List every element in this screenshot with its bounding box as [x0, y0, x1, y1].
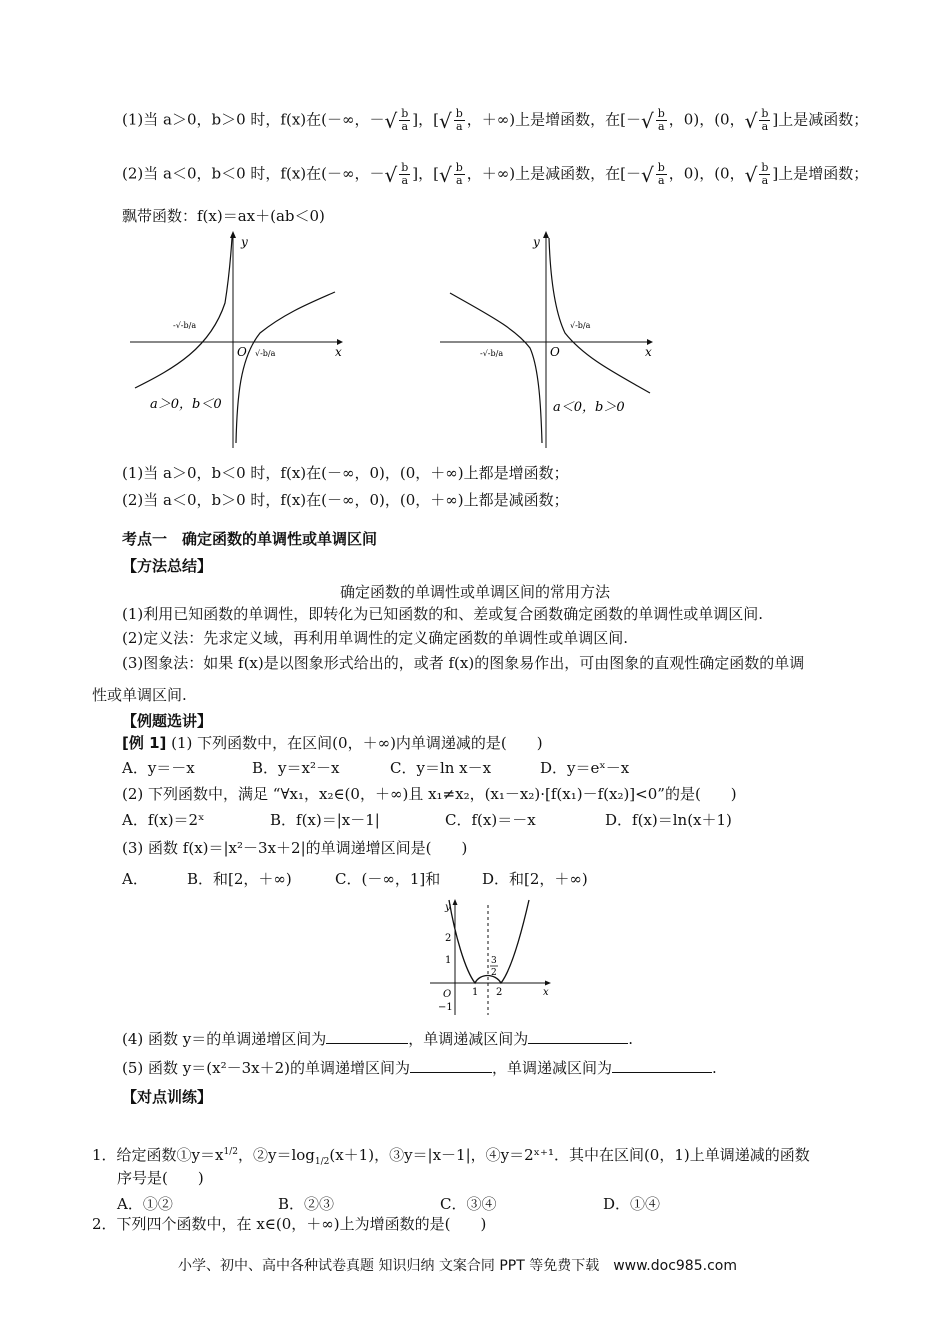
- fraction: [454, 162, 465, 187]
- neg-root-label: -√-b/a: [173, 321, 197, 330]
- q3-opt-b: B．和[2，＋∞): [187, 870, 292, 888]
- question-text: ，②y＝log: [237, 1146, 315, 1164]
- p1-opt-a: A．①②: [117, 1195, 173, 1213]
- method-2: (2)定义法：先求定义域，再利用单调性的定义确定函数的单调性或单调区间.: [122, 629, 629, 647]
- q1-opt-d: D．y＝eˣ－x: [540, 759, 630, 777]
- p1-opt-b: B．②③: [278, 1195, 335, 1213]
- tick-y-1: 1: [445, 955, 452, 966]
- practice-heading: 【对点训练】: [122, 1088, 213, 1106]
- frac-num: b: [455, 107, 463, 120]
- summary-1: (1)当 a＞0，b＜0 时，f(x)在(－∞，0)，(0，＋∞)上都是增函数；: [122, 464, 569, 482]
- q1-opt-b: B．y＝x²－x: [252, 759, 340, 777]
- curve-right-branch: [236, 292, 335, 443]
- y-label: y: [241, 235, 248, 249]
- question-text: ，单调递减区间为: [491, 1059, 612, 1077]
- q3-opt-c: C．(－∞，1]和: [335, 870, 441, 888]
- method-3a: (3)图象法：如果 f(x)是以图象形式给出的，或者 f(x)的图象易作出，可由图象的直观性确定函数的单调: [122, 654, 805, 672]
- fraction: [399, 162, 410, 187]
- y-axis-arrow-icon: [453, 899, 458, 905]
- frac-den: a: [657, 120, 665, 133]
- frac-num: b: [455, 161, 463, 174]
- x-axis-arrow-icon: [545, 981, 551, 986]
- frac-den: a: [401, 174, 409, 187]
- ribbon-function-line: 飘带函数：f(x)＝ax＋(ab＜0): [122, 207, 325, 225]
- y-axis-arrow-icon: [230, 231, 236, 238]
- right-caption: a＜0，b＞0: [553, 400, 625, 415]
- fraction: [454, 108, 465, 133]
- frac-num: b: [401, 107, 409, 120]
- q3-opt-a: A．: [122, 870, 148, 888]
- curve-left-branch: [135, 238, 232, 388]
- method-heading: 【方法总结】: [122, 557, 213, 575]
- frac-num: b: [761, 161, 769, 174]
- frac-den: 2: [491, 968, 497, 978]
- intro-text: ，＋∞)上是增函数，在[－: [466, 110, 641, 129]
- tick-y-neg1: −1: [438, 1002, 453, 1013]
- question-text: (4) 函数 y＝的单调递增区间为: [122, 1030, 327, 1048]
- question-5: [122, 1058, 717, 1078]
- origin-label: O: [443, 989, 452, 1000]
- x-label: x: [543, 987, 549, 998]
- tick-x-1: 1: [472, 987, 479, 998]
- fraction: [656, 162, 667, 187]
- practice-1-cont: 序号是( ): [117, 1169, 204, 1187]
- footer: 小学、初中、高中各种试卷真题 知识归纳 文案合同 PPT 等免费下载 www.doc985.com: [178, 1258, 737, 1274]
- frac-num: b: [657, 107, 665, 120]
- question-3: (3) 函数 f(x)＝|x²－3x＋2|的单调递增区间是( ): [122, 839, 468, 857]
- left-caption: a＞0，b＜0: [150, 397, 222, 412]
- intro-text: ]上是增函数；: [772, 164, 869, 183]
- exponent: 1/2: [223, 1147, 238, 1157]
- intro-line-2: [122, 162, 868, 187]
- frac-den: a: [657, 174, 665, 187]
- p1-opt-d: D．①④: [603, 1195, 661, 1213]
- y-label: y: [445, 902, 451, 913]
- sqrt-icon: √: [384, 108, 398, 133]
- y-label: y: [533, 235, 540, 249]
- answer-blank[interactable]: [410, 1058, 492, 1073]
- q2-opt-c: C．f(x)＝－x: [445, 811, 536, 829]
- graph-right: [435, 228, 660, 450]
- fraction: [759, 108, 770, 133]
- sqrt-icon: √: [439, 162, 452, 187]
- question-1: [122, 733, 543, 753]
- method-3b: 性或单调区间.: [92, 686, 187, 704]
- fraction: [656, 108, 667, 133]
- answer-blank[interactable]: [612, 1058, 712, 1073]
- graph-abs-quadratic: [425, 895, 555, 1020]
- frac-num: b: [401, 161, 409, 174]
- question-2: (2) 下列函数中，满足 “∀x₁，x₂∈(0，＋∞)且 x₁≠x₂，(x₁－x₂)·[f(x₁)－f(x₂)]<0”的是( ): [122, 785, 737, 803]
- summary-2: (2)当 a＜0，b＞0 时，f(x)在(－∞，0)，(0，＋∞)上都是减函数；: [122, 491, 569, 509]
- answer-blank[interactable]: [528, 1029, 628, 1044]
- root-label: √-b/a: [255, 349, 276, 358]
- example-label: [例 1]: [122, 734, 167, 752]
- sqrt-icon: √: [744, 108, 758, 133]
- intro-text: ]，[: [412, 164, 439, 183]
- intro-text: ]上是减函数；: [772, 110, 869, 129]
- intro-text: ，0)，(0，: [668, 164, 745, 183]
- graph-left: [125, 228, 350, 450]
- origin-label: O: [550, 345, 560, 359]
- intro-line-1: [122, 108, 868, 133]
- q3-opt-d: D．和[2，＋∞): [482, 870, 588, 888]
- x-label: x: [335, 345, 342, 359]
- tick-y-2: 2: [445, 933, 452, 944]
- frac-den: a: [761, 120, 769, 133]
- question-text: .: [628, 1030, 634, 1048]
- log-base: 1/2: [314, 1157, 330, 1167]
- x-label: x: [645, 345, 652, 359]
- neg-root-label: -√-b/a: [480, 349, 504, 358]
- tick-x-2: 2: [496, 987, 503, 998]
- sqrt-icon: √: [641, 162, 654, 187]
- sqrt-icon: √: [439, 108, 452, 133]
- question-text: .: [712, 1059, 717, 1077]
- y-axis-arrow-icon: [543, 231, 549, 238]
- q2-opt-b: B．f(x)＝|x－1|: [270, 811, 380, 829]
- curve-left-branch: [450, 293, 542, 443]
- method-1: (1)利用已知函数的单调性，即转化为已知函数的和、差或复合函数确定函数的单调性或单调区间.: [122, 605, 764, 623]
- practice-2: 2．下列四个函数中，在 x∈(0，＋∞)上为增函数的是( ): [92, 1215, 487, 1233]
- frac-num: 3: [491, 956, 497, 966]
- origin-label: O: [237, 345, 247, 359]
- question-text: (x＋1)，③y＝|x－1|，④y＝2ˣ⁺¹．其中在区间(0，1)上单调递减的函数: [329, 1146, 810, 1164]
- intro-text: (1)当 a＞0，b＞0 时，f(x)在(－∞，－: [122, 110, 385, 129]
- frac-den: a: [455, 120, 463, 133]
- p1-opt-c: C．③④: [440, 1195, 497, 1213]
- frac-den: a: [401, 120, 409, 133]
- q2-opt-d: D．f(x)＝ln(x＋1): [605, 811, 732, 829]
- frac-den: a: [761, 174, 769, 187]
- q2-opt-a: A．f(x)＝2ˣ: [122, 811, 205, 829]
- q1-opt-a: A．y＝－x: [122, 759, 195, 777]
- fraction: [759, 162, 770, 187]
- intro-text: ，＋∞)上是减函数，在[－: [466, 164, 641, 183]
- intro-text: (2)当 a＜0，b＜0 时，f(x)在(－∞，－: [122, 164, 385, 183]
- question-text: (1) 下列函数中，在区间(0，＋∞)内单调递减的是( ): [171, 734, 543, 752]
- frac-den: a: [455, 174, 463, 187]
- frac-num: b: [761, 107, 769, 120]
- question-text: (5) 函数 y＝(x²－3x＋2)的单调递增区间为: [122, 1059, 410, 1077]
- q1-opt-c: C．y＝ln x－x: [390, 759, 492, 777]
- question-text: 1．给定函数①y＝x: [92, 1146, 224, 1164]
- method-title: 确定函数的单调性或单调区间的常用方法: [340, 583, 611, 601]
- sqrt-icon: √: [384, 162, 398, 187]
- sqrt-icon: √: [641, 108, 654, 133]
- intro-text: ，0)，(0，: [668, 110, 745, 129]
- curve: [449, 900, 529, 983]
- question-text: ，单调递减区间为: [408, 1030, 529, 1048]
- question-4: [122, 1029, 633, 1049]
- intro-text: ]，[: [412, 110, 439, 129]
- section-title: 考点一 确定函数的单调性或单调区间: [122, 530, 378, 548]
- fraction: [399, 108, 410, 133]
- answer-blank[interactable]: [326, 1029, 408, 1044]
- curve-right-branch: [549, 238, 650, 393]
- frac-num: b: [657, 161, 665, 174]
- root-label: √-b/a: [570, 321, 591, 330]
- examples-heading: 【例题选讲】: [122, 712, 213, 730]
- sqrt-icon: √: [744, 162, 758, 187]
